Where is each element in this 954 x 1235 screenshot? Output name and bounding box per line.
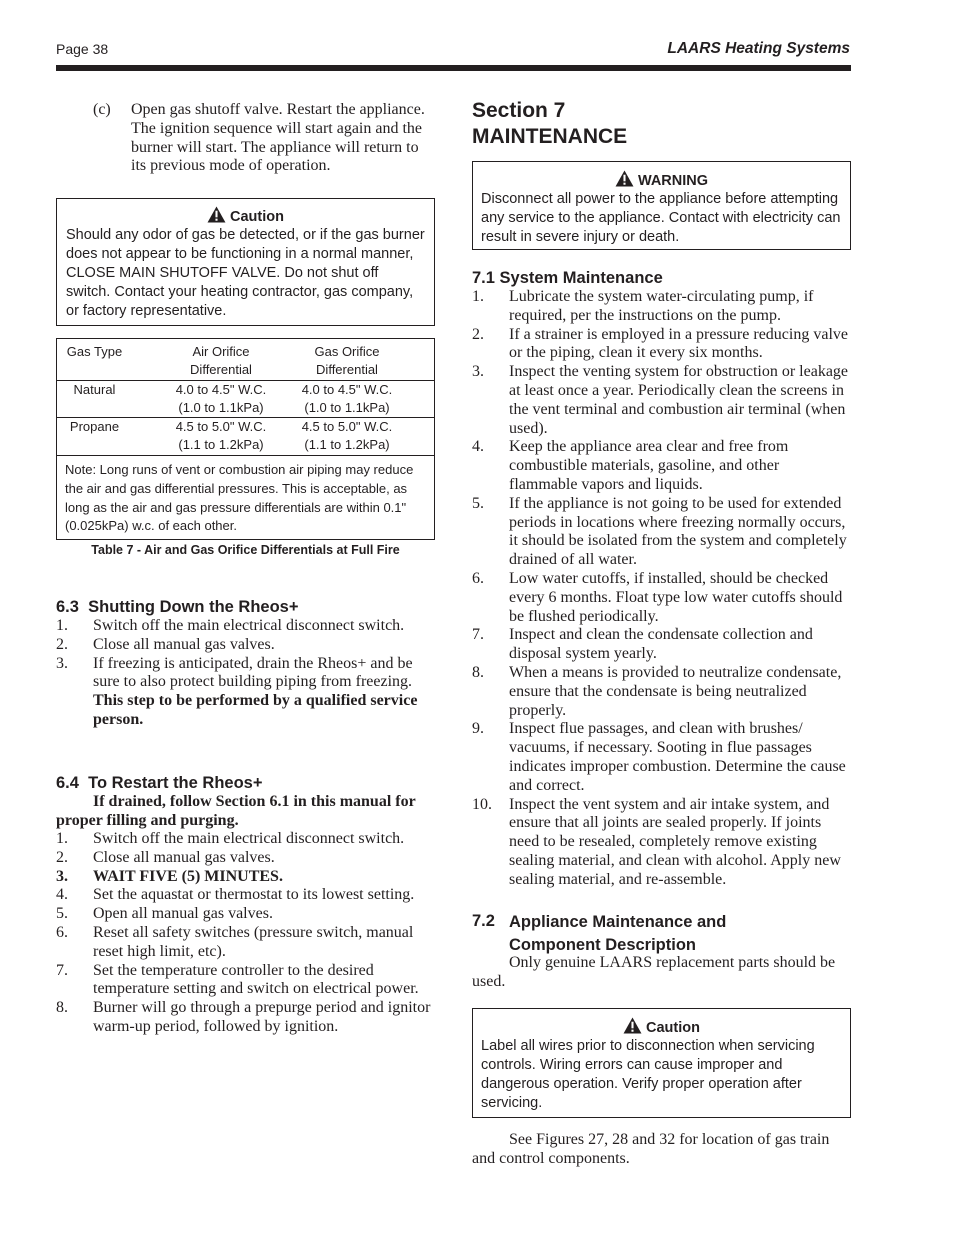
list-number: 7. bbox=[472, 626, 484, 644]
orifice-table bbox=[56, 338, 435, 540]
list-text: Keep the appliance area clear and free from combustible materials, gasoline, and other flammable vapors and liquids. bbox=[509, 438, 789, 493]
caution-box-gas-odor bbox=[56, 198, 435, 326]
list-text: Lubricate the system water-circulating pump, if required, per the instructions on the pump. bbox=[509, 288, 814, 324]
list-text: Inspect the vent system and air intake system, and ensure that all joints are sealed properly. If joints need to be resealed, completely remove existing sealing material, and clean with alcohol. Apply new sealing material, and re-assemble. bbox=[509, 795, 841, 888]
table-cell: Natural bbox=[73, 382, 116, 397]
list-text: If the appliance is not going to be used for extended periods in locations where freezing normally occurs, it should be isolated from the system and completely drained of all water. bbox=[509, 494, 847, 569]
list-text: Set the temperature controller to the desired temperature setting and switch on electrical power. bbox=[93, 961, 419, 998]
list-number: 1. bbox=[56, 617, 68, 634]
list-number: 4. bbox=[56, 886, 68, 904]
step-c-text: Open gas shutoff valve. Restart the appliance. The ignition sequence will start again and the burner will start. The appliance will return to its previous mode of operation. bbox=[131, 101, 425, 175]
caution-text: Label all wires prior to disconnection when servicing controls. Wiring errors can cause improper and dangerous operation. Verify proper operation after servicing. bbox=[481, 1038, 815, 1111]
list-item bbox=[56, 905, 432, 924]
section-number: 6.3 bbox=[56, 598, 79, 616]
restart-intro: If drained, follow Section 6.1 in this manual for proper filling and purging. bbox=[56, 793, 416, 829]
list-item bbox=[472, 796, 848, 890]
list-number: 7. bbox=[56, 961, 68, 979]
section-name: MAINTENANCE bbox=[472, 125, 628, 148]
table-cell: 4.0 to 4.5" W.C. (1.0 to 1.1kPa) bbox=[175, 382, 267, 415]
step-c-marker: (c) bbox=[93, 101, 111, 118]
caution-title: Caution bbox=[646, 1020, 700, 1036]
section-title-line: Component Description bbox=[509, 936, 697, 954]
list-number: 8. bbox=[472, 663, 484, 681]
system-maintenance-steps bbox=[472, 288, 848, 890]
restart-steps bbox=[56, 830, 432, 1037]
list-number: 1. bbox=[472, 288, 484, 305]
figures-reference-paragraph: See Figures 27, 28 and 32 for location of gas train and control components. bbox=[472, 1131, 830, 1167]
table-header-row bbox=[57, 339, 434, 381]
section-label: Section 7 bbox=[472, 99, 566, 122]
table-row bbox=[57, 380, 434, 418]
genuine-parts-paragraph: Only genuine LAARS replacement parts should be used. bbox=[472, 954, 836, 990]
table-cell: Propane bbox=[69, 419, 120, 434]
warning-box-power bbox=[472, 161, 851, 250]
warning-triangle-icon bbox=[615, 170, 634, 187]
list-item bbox=[56, 849, 432, 868]
list-number: 8. bbox=[56, 999, 68, 1017]
page-number: Page 38 bbox=[56, 41, 109, 57]
section-title: Shutting Down the Rheos+ bbox=[88, 598, 299, 616]
brand-title: LAARS Heating Systems bbox=[667, 40, 850, 57]
list-text: Set the aquastat or thermostat to its lowest setting. bbox=[93, 886, 415, 904]
list-number: 3. bbox=[56, 867, 68, 885]
section-title: To Restart the Rheos+ bbox=[88, 774, 263, 792]
warning-title: WARNING bbox=[637, 173, 709, 189]
list-item bbox=[472, 626, 848, 664]
list-text: Inspect and clean the condensate collection and disposal system yearly. bbox=[509, 626, 813, 663]
list-number: 1. bbox=[56, 830, 68, 847]
table-header-cell: Gas Type bbox=[66, 344, 123, 359]
list-text: Switch off the main electrical disconnect switch. bbox=[93, 617, 405, 634]
section-number: 7.2 bbox=[472, 912, 495, 930]
warning-title-row bbox=[481, 170, 842, 190]
list-text: WAIT FIVE (5) MINUTES. bbox=[93, 867, 283, 885]
section-7-title bbox=[472, 98, 627, 150]
list-text: If a strainer is employed in a pressure reducing valve or the piping, clean it every six months. bbox=[509, 325, 848, 362]
list-number: 6. bbox=[472, 569, 484, 587]
list-item bbox=[472, 326, 848, 364]
list-text: Close all manual gas valves. bbox=[93, 848, 275, 866]
list-item bbox=[56, 962, 432, 1000]
list-item bbox=[472, 363, 848, 438]
list-item bbox=[56, 655, 432, 730]
step-c bbox=[93, 101, 433, 176]
table-header-cell: Gas Orifice Differential bbox=[314, 344, 380, 377]
list-item bbox=[56, 999, 432, 1037]
section-7-2-heading bbox=[472, 911, 852, 957]
list-text: Inspect flue passages, and clean with brushes/ vacuums, if necessary. Sooting in flue passages indicates improper combustion. Determine the cause and correct. bbox=[509, 720, 846, 794]
section-6-3-heading bbox=[56, 597, 298, 617]
list-item bbox=[472, 720, 848, 795]
section-number: 6.4 bbox=[56, 774, 79, 792]
table-note: Note: Long runs of vent or combustion air piping may reduce the air and gas differential pressures. This is acceptable, as long as the air and gas pressure differentials are within 0.1" (0.025kPa) w.c. of each other. bbox=[65, 462, 414, 534]
table-cell: 4.5 to 5.0" W.C. (1.1 to 1.2kPa) bbox=[301, 419, 393, 452]
list-item bbox=[472, 495, 848, 570]
list-text: Switch off the main electrical disconnect switch. bbox=[93, 830, 405, 847]
caution-title: Caution bbox=[230, 209, 284, 225]
list-text: When a means is provided to neutralize condensate, ensure that the condensate is being neutralized properly. bbox=[509, 663, 842, 719]
list-number: 5. bbox=[56, 905, 68, 923]
list-number: 6. bbox=[56, 923, 68, 941]
list-item bbox=[472, 570, 848, 626]
list-number: 10. bbox=[472, 795, 492, 813]
list-text: Burner will go through a prepurge period and ignitor warm-up period, followed by ignition. bbox=[93, 999, 431, 1035]
section-7-1-heading: 7.1 System Maintenance bbox=[472, 269, 663, 287]
list-text: Low water cutoffs, if installed, should be checked every 6 months. Float type low water cutoffs should be flushed periodically. bbox=[509, 569, 843, 625]
list-number: 4. bbox=[472, 438, 484, 456]
caution-box-wiring bbox=[472, 1008, 851, 1118]
list-number: 2. bbox=[56, 848, 68, 866]
list-text: Inspect the venting system for obstruction or leakage at least once a year. Periodically clean the screens in the vent terminal and combustion air terminal (when used). bbox=[509, 363, 849, 437]
list-item bbox=[56, 636, 432, 655]
list-number: 9. bbox=[472, 720, 484, 738]
warning-triangle-icon bbox=[207, 206, 226, 223]
list-text: Reset all safety switches (pressure switch, manual reset high limit, etc). bbox=[93, 923, 414, 960]
section-title-line: Appliance Maintenance and bbox=[509, 913, 727, 931]
caution-title-row bbox=[66, 206, 425, 226]
section-6-4-heading bbox=[56, 773, 262, 793]
list-item bbox=[472, 664, 848, 720]
caution-title-row bbox=[481, 1017, 842, 1037]
list-number: 2. bbox=[472, 325, 484, 343]
header-rule bbox=[56, 65, 851, 71]
caution-text: Should any odor of gas be detected, or if the gas burner does not appear to be functioning in a normal manner, CLOSE MAIN SHUTOFF VALVE. Do not shut off switch. Contact your heating contractor, gas company, or factory representative. bbox=[66, 227, 425, 319]
list-item bbox=[56, 886, 432, 905]
list-item bbox=[56, 868, 432, 887]
list-number: 3. bbox=[472, 363, 484, 381]
table-row bbox=[57, 418, 434, 456]
list-number: 5. bbox=[472, 494, 484, 512]
list-item bbox=[56, 924, 432, 962]
qualified-person-note: This step to be performed by a qualified service person. bbox=[93, 692, 418, 728]
list-number: 2. bbox=[56, 635, 68, 653]
list-item bbox=[472, 438, 848, 494]
table-cell: 4.0 to 4.5" W.C. (1.0 to 1.1kPa) bbox=[301, 382, 393, 415]
list-item bbox=[56, 617, 432, 636]
list-item bbox=[56, 830, 432, 849]
warning-triangle-icon bbox=[623, 1017, 642, 1034]
list-item bbox=[472, 288, 848, 326]
list-number: 3. bbox=[56, 654, 68, 672]
shutdown-steps bbox=[56, 617, 432, 730]
warning-text: Disconnect all power to the appliance before attempting any service to the appliance. Contact with electricity can result in severe injury or death. bbox=[481, 191, 841, 245]
table-cell: 4.5 to 5.0" W.C. (1.1 to 1.2kPa) bbox=[175, 419, 267, 452]
list-text: If freezing is anticipated, drain the Rheos+ and be sure to also protect building piping from freezing. bbox=[93, 654, 413, 691]
list-text: Open all manual gas valves. bbox=[93, 905, 273, 923]
list-text: Close all manual gas valves. bbox=[93, 635, 275, 653]
table-header-cell: Air Orifice Differential bbox=[190, 344, 252, 377]
table-caption: Table 7 - Air and Gas Orifice Differentials at Full Fire bbox=[91, 543, 400, 557]
